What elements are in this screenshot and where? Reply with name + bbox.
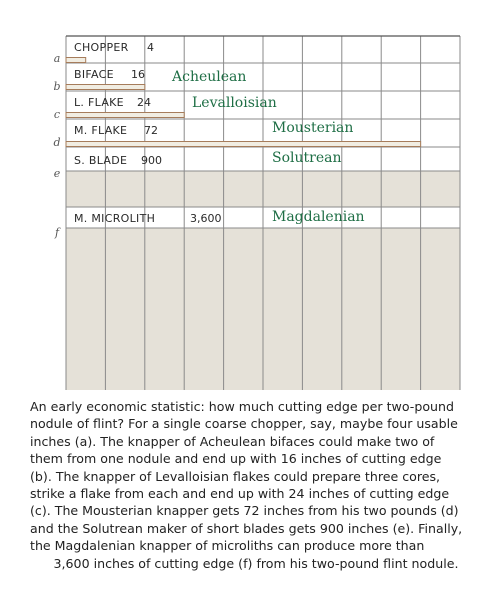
- category-label: L. FLAKE: [74, 96, 124, 109]
- bar-m-flake: [66, 142, 421, 147]
- bar-l-flake: [66, 113, 184, 118]
- category-label: M. FLAKE: [74, 124, 128, 137]
- row-letter: f: [54, 226, 60, 239]
- bar-chopper: [66, 58, 86, 63]
- row-letter: e: [53, 167, 61, 180]
- culture-label: Mousterian: [272, 120, 354, 136]
- culture-label: Acheulean: [172, 69, 247, 85]
- culture-label: Magdalenian: [272, 209, 365, 225]
- caption-line: nodule of flint? For a single coarse chopper, say, maybe four usable: [30, 416, 458, 432]
- caption-line: (b). The knapper of Levalloisian flakes could prepare three cores,: [30, 468, 441, 484]
- value-label: 900: [141, 154, 162, 167]
- caption-line: 3,600 inches of cutting edge (f) from his two-pound flint nodule.: [53, 555, 459, 571]
- category-label: CHOPPER: [74, 41, 129, 54]
- value-label: 4: [147, 41, 154, 54]
- category-label: BIFACE: [74, 68, 114, 81]
- category-label: M. MICROLITH: [74, 212, 156, 225]
- row-letter: d: [53, 136, 61, 149]
- caption-line: and the Solutrean maker of short blades gets 900 inches (e). Finally,: [30, 520, 463, 536]
- caption-line: An early economic statistic: how much cutting edge per two-pound: [30, 399, 454, 414]
- value-label: 24: [137, 96, 151, 109]
- category-label: S. BLADE: [74, 154, 128, 167]
- row-letter: a: [53, 52, 61, 65]
- caption-line: strike a flake from each and end up with 24 inches of cutting edge: [30, 486, 450, 502]
- culture-label: Levalloisian: [192, 95, 277, 111]
- caption-line: them from one nodule and end up with 16 inches of cutting edge: [30, 451, 442, 467]
- value-label: 3,600: [190, 212, 222, 225]
- caption-line: (c). The Mousterian knapper gets 72 inches from his two pounds (d): [30, 503, 459, 519]
- caption-line: inches (a). The knapper of Acheulean bifaces could make two of: [30, 433, 435, 449]
- caption-line: the Magdalenian knapper of microliths can produce more than: [30, 538, 425, 554]
- value-label: 72: [144, 124, 158, 137]
- bar-biface: [66, 85, 145, 90]
- culture-label: Solutrean: [272, 150, 342, 166]
- row-letter: c: [53, 108, 61, 121]
- figure-caption: [30, 398, 482, 572]
- chart-labels: [53, 41, 364, 239]
- value-label: 16: [131, 68, 145, 81]
- row-letter: b: [53, 80, 61, 93]
